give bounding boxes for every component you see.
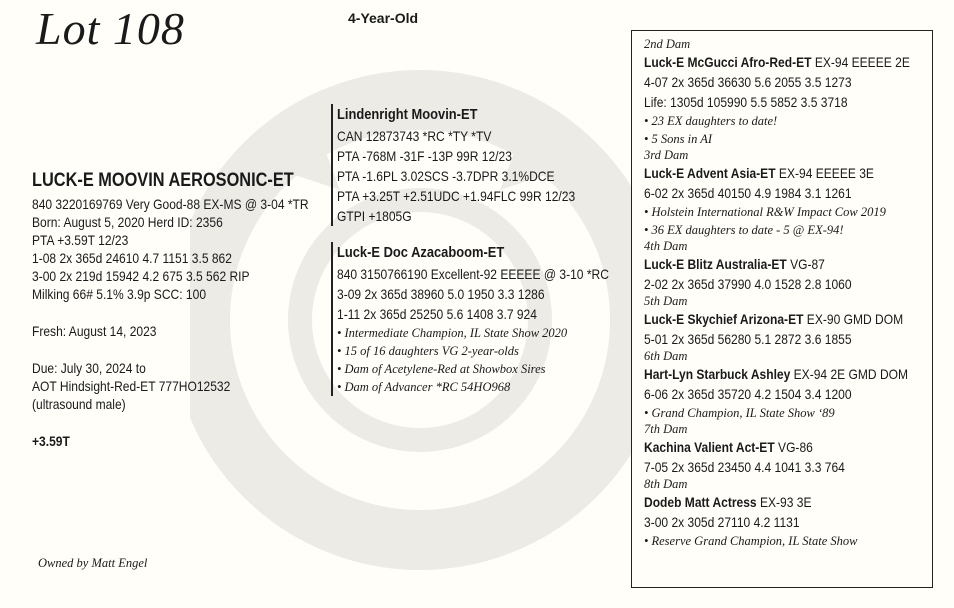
pedigree-entry [644,239,953,294]
ancestor-classification: VG-87 [786,256,825,272]
record-line: 3-00 2x 219d 15942 4.2 675 3.5 562 RIP [32,268,250,284]
ancestor-line [644,163,910,183]
dam-line: 840 3150766190 Excellent-92 EEEEE @ 3-10 *RC [337,266,609,282]
record-line: 1-08 2x 365d 24610 4.7 1151 3.5 862 [32,250,232,266]
ultrasound-line: (ultrasound male) [32,396,126,412]
registration-line: 840 3220169769 Very Good-88 EX-MS @ 3-04 *TR [32,196,309,212]
generation-label: 5th Dam [644,294,688,308]
age-label: 4-Year-Old [348,10,419,26]
fresh-date: Fresh: August 14, 2023 [32,323,157,339]
ancestor-record: 5-01 2x 365d 56280 5.1 2872 3.6 1855 [644,331,852,347]
ancestor-line [644,254,910,274]
dam-note: • Dam of Acetylene-Red at Showbox Sires [337,362,546,376]
pedigree-entry [644,148,953,239]
pedigree-entry [644,349,953,422]
sire-line: CAN 12873743 *RC *TY *TV [337,128,492,144]
dam-line: 1-11 2x 365d 25250 5.6 1408 3.7 924 [337,306,537,322]
dam-name: Luck-E Doc Azacaboom-ET [337,244,505,261]
ancestor-name: Hart-Lyn Starbuck Ashley [644,366,791,382]
ancestor-classification: EX-94 EEEEE 2E [811,54,910,70]
pedigree-entry [644,422,953,477]
ancestor-record: Life: 1305d 105990 5.5 5852 3.5 3718 [644,94,848,110]
dam-note: • Dam of Advancer *RC 54HO968 [337,380,511,394]
pedigree-box [631,30,933,588]
ancestor-name: Dodeb Matt Actress [644,494,757,510]
ancestor-classification: EX-94 EEEEE 3E [775,165,874,181]
generation-label: 3rd Dam [644,148,689,162]
pta-summary: +3.59T [32,433,70,449]
ancestor-name: Luck-E Advent Asia-ET [644,165,776,181]
ancestor-record: 6-02 2x 365d 40150 4.9 1984 3.1 1261 [644,185,852,201]
due-line: Due: July 30, 2024 to [32,360,146,376]
sire-line: PTA +3.25T +2.51UDC +1.94FLC 99R 12/23 [337,188,576,204]
ancestor-line [644,309,910,329]
ancestor-classification: VG-86 [774,439,813,455]
ancestor-note: • Holstein International R&W Impact Cow 2019 [644,205,886,219]
ancestor-line [644,437,910,457]
ancestor-classification: EX-94 2E GMD DOM [790,366,909,382]
ancestor-line [644,52,910,72]
pedigree-list [644,37,953,550]
ancestor-name: Kachina Valient Act-ET [644,439,775,455]
sire-line: GTPI +1805G [337,208,412,224]
generation-label: 7th Dam [644,422,688,436]
ancestor-line [644,492,910,512]
ancestor-note: • 23 EX daughters to date! [644,114,778,128]
ancestor-note: • Reserve Grand Champion, IL State Show [644,534,858,548]
ancestor-record: 2-02 2x 365d 37990 4.0 1528 2.8 1060 [644,276,852,292]
ancestor-note: • Grand Champion, IL State Show ‘89 [644,406,835,420]
lot-title: Lot 108 [36,3,185,54]
dam-note: • Intermediate Champion, IL State Show 2020 [337,326,568,340]
dam-block [331,242,653,396]
ancestor-classification: EX-90 GMD DOM [803,311,904,327]
pedigree-entry [644,294,953,349]
generation-label: 8th Dam [644,477,688,491]
ancestor-name: Luck-E McGucci Afro-Red-ET [644,54,812,70]
animal-info [32,168,354,450]
ancestor-record: 6-06 2x 365d 35720 4.2 1504 3.4 1200 [644,386,852,402]
sire-name: Lindenright Moovin-ET [337,106,478,123]
sire-line: PTA -768M -31F -13P 99R 12/23 [337,148,512,164]
ancestor-note: • 36 EX daughters to date - 5 @ EX-94! [644,223,844,237]
ancestor-record: 3-00 2x 305d 27110 4.2 1131 [644,514,800,530]
ancestor-name: Luck-E Blitz Australia-ET [644,256,787,272]
animal-name: LUCK-E MOOVIN AEROSONIC-ET [32,170,294,191]
milking-line: Milking 66# 5.1% 3.9p SCC: 100 [32,286,207,302]
ancestor-note: • 5 Sons in AI [644,132,713,146]
sire-block [331,104,653,226]
dam-line: 3-09 2x 365d 38960 5.0 1950 3.3 1286 [337,286,545,302]
generation-label: 6th Dam [644,349,688,363]
pedigree-entry [644,477,953,550]
service-sire-line: AOT Hindsight-Red-ET 777HO12532 [32,378,231,394]
owner-credit: Owned by Matt Engel [38,556,148,570]
pedigree-entry [644,37,953,148]
dam-note: • 15 of 16 daughters VG 2-year-olds [337,344,519,358]
birth-line: Born: August 5, 2020 Herd ID: 2356 [32,214,223,230]
generation-label: 4th Dam [644,239,688,253]
sire-dam-info [331,104,653,396]
ancestor-record: 7-05 2x 365d 23450 4.4 1041 3.3 764 [644,459,845,475]
sire-line: PTA -1.6PL 3.02SCS -3.7DPR 3.1%DCE [337,168,555,184]
pta-line: PTA +3.59T 12/23 [32,232,129,248]
generation-label: 2nd Dam [644,37,691,51]
ancestor-record: 4-07 2x 365d 36630 5.6 2055 3.5 1273 [644,74,852,90]
ancestor-line [644,364,910,384]
ancestor-classification: EX-93 3E [756,494,812,510]
ancestor-name: Luck-E Skychief Arizona-ET [644,311,804,327]
